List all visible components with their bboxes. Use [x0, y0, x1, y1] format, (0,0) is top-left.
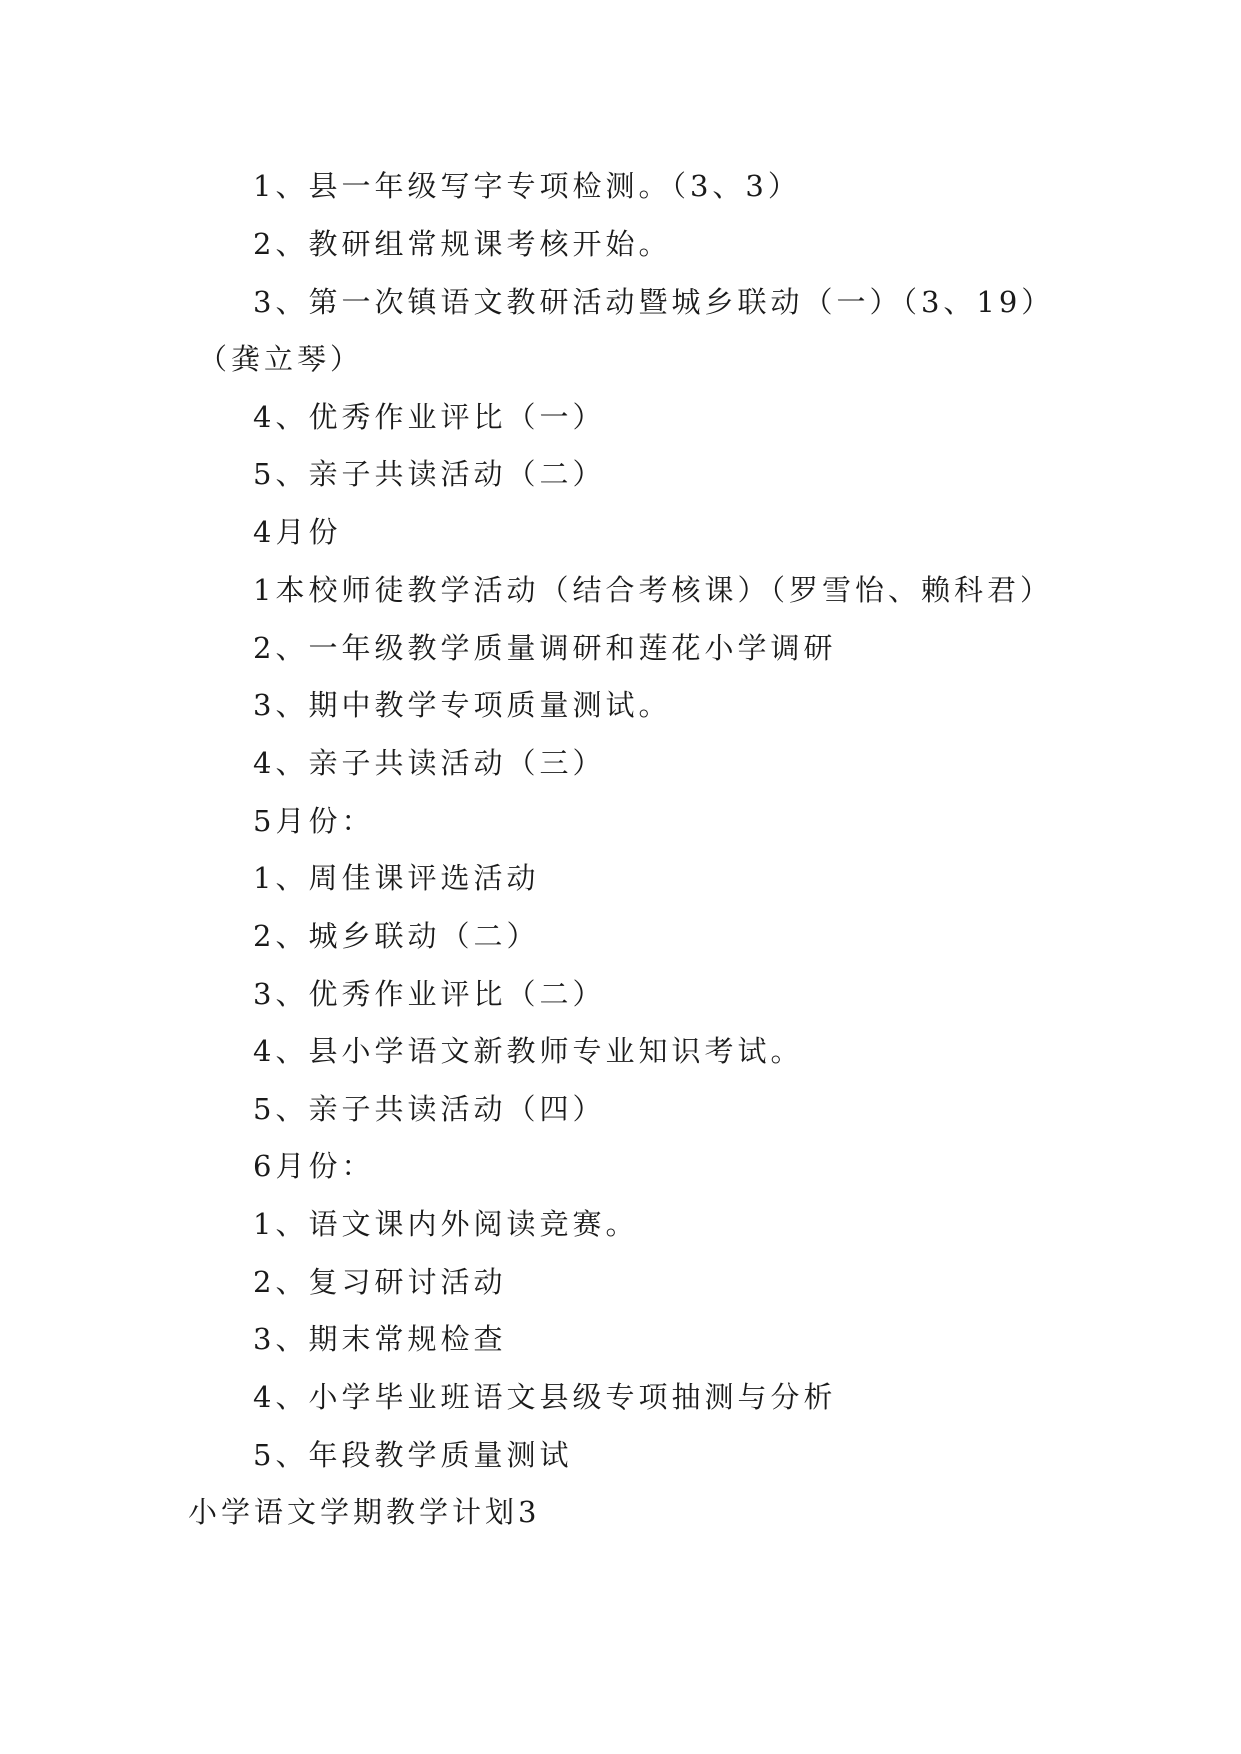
june-item-3: 3、期末常规检查 [253, 1322, 507, 1356]
june-item-1: 1、语文课内外阅读竞赛。 [253, 1207, 639, 1241]
june-item-4: 4、小学毕业班语文县级专项抽测与分析 [253, 1380, 837, 1414]
march-item-2: 2、教研组常规课考核开始。 [253, 227, 672, 261]
may-item-5: 5、亲子共读活动（四） [253, 1092, 606, 1126]
june-item-5: 5、年段教学质量测试 [253, 1438, 573, 1472]
may-heading: 5月份： [253, 804, 375, 838]
may-item-1: 1、周佳课评选活动 [253, 861, 540, 895]
june-item-2: 2、复习研讨活动 [253, 1265, 507, 1299]
may-item-4: 4、县小学语文新教师专业知识考试。 [253, 1034, 804, 1068]
april-heading: 4月份 [253, 515, 342, 549]
april-item-1: 1本校师徒教学活动（结合考核课）（罗雪怡、赖科君） [253, 573, 1053, 607]
march-item-3-continuation: （龚立琴） [198, 342, 364, 376]
march-item-4: 4、优秀作业评比（一） [253, 400, 606, 434]
march-item-5: 5、亲子共读活动（二） [253, 457, 606, 491]
next-section-title: 小学语文学期教学计划3 [188, 1495, 541, 1529]
april-item-4: 4、亲子共读活动（三） [253, 746, 606, 780]
april-item-3: 3、期中教学专项质量测试。 [253, 688, 672, 722]
may-item-3: 3、优秀作业评比（二） [253, 977, 606, 1011]
march-item-3: 3、第一次镇语文教研活动暨城乡联动（一）（3、19） [253, 285, 1055, 319]
april-item-2: 2、一年级教学质量调研和莲花小学调研 [253, 631, 837, 665]
june-heading: 6月份： [253, 1149, 375, 1183]
may-item-2: 2、城乡联动（二） [253, 919, 540, 953]
march-item-1: 1、县一年级写字专项检测。（3、3） [253, 169, 801, 203]
